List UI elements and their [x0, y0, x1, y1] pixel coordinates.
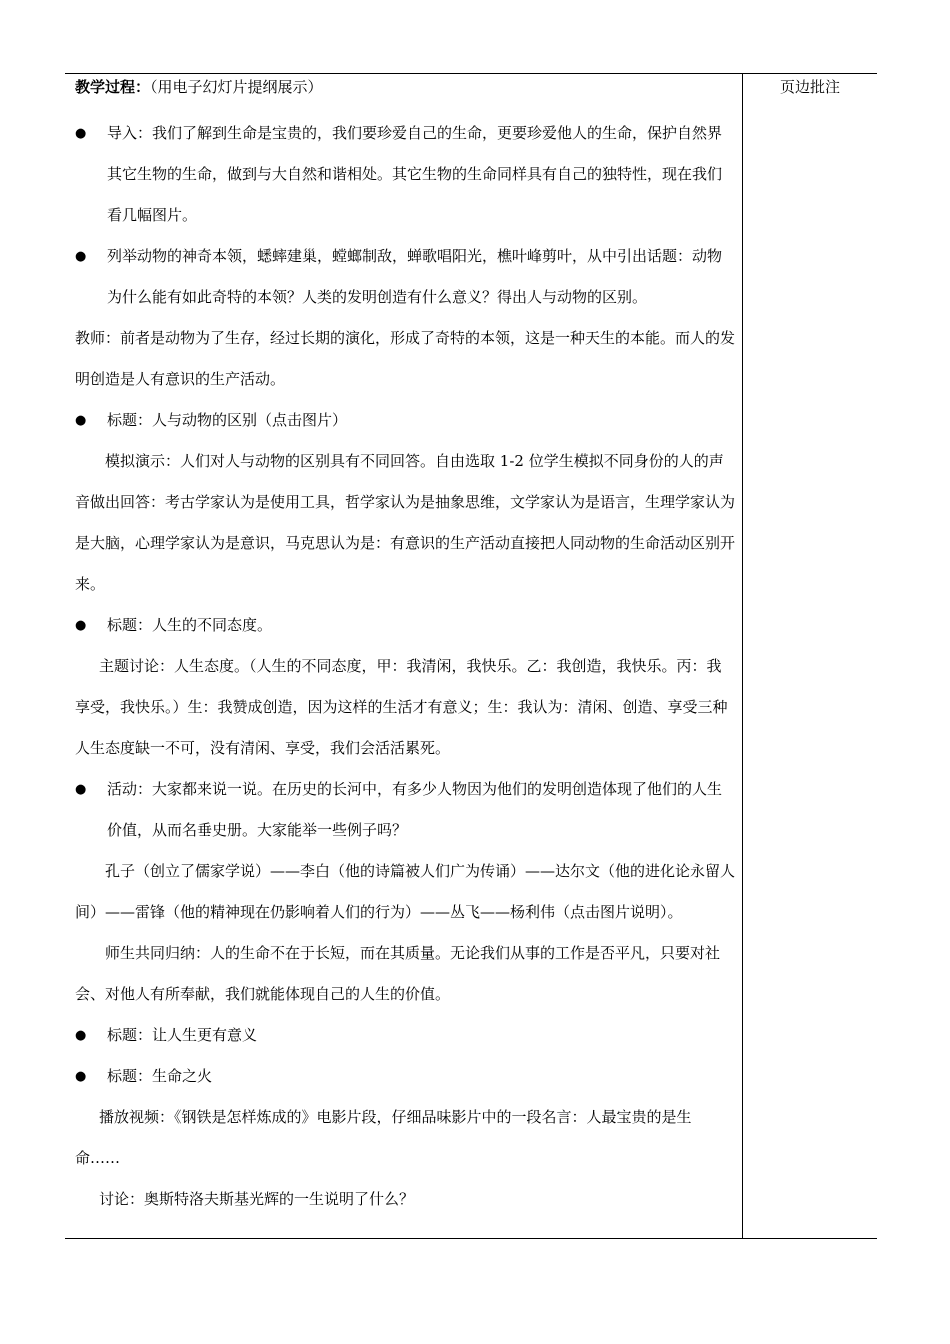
margin-notes-column — [743, 77, 877, 97]
paragraph-discussion: 主题讨论：人生态度。（人生的不同态度，甲：我清闲，我快乐。乙：我创造，我快乐。丙：我享受，我快乐。）生：我赞成创造，因为这样的生活才有意义；生：我认为：清闲、创造、享受三种人生态度缺一不可，没有清闲、享受，我们会活活累死。 — [75, 657, 728, 757]
margin-notes-header: 页边批注 — [779, 78, 840, 96]
bullet-icon: ● — [75, 249, 87, 264]
column-divider — [742, 73, 743, 1239]
paragraph-title-meaning: ● 标题：让人生更有意义 — [75, 1015, 735, 1056]
section-note: （用电子幻灯片提纲展示） — [150, 78, 323, 96]
bullet-icon: ● — [75, 413, 87, 428]
paragraph-intro: ● 导入：我们了解到生命是宝贵的，我们要珍爱自己的生命，更要珍爱他人的生命，保护自然界其它生物的生命，做到与大自然和谐相处。其它生物的生命同样具有自己的独特性，现在我们看几幅图片。 — [75, 113, 735, 236]
paragraph-animal-skills: ● 列举动物的神奇本领，蟋蟀建巢，螳螂制敌，蝉歌唱阳光，樵叶峰剪叶，从中引出话题：动物为什么能有如此奇特的本领？人类的发明创造有什么意义？得出人与动物的区别。 — [75, 236, 735, 318]
paragraph-simulation: 模拟演示：人们对人与动物的区别具有不同回答。自由选取 1-2 位学生模拟不同身份的人的声音做出回答：考古学家认为是使用工具，哲学家认为是抽象思维，文学家认为是语言，生理学家认为是大脑，心理学家认为是意识，马克思认为是：有意识的生产活动直接把人同动物的生命活动区别开来。 — [75, 452, 736, 593]
paragraph-summary: 师生共同归纳：人的生命不在于长短，而在其质量。无论我们从事的工作是否平凡，只要对社会、对他人有所奉献，我们就能体现自己的人生的价值。 — [75, 944, 721, 1003]
section-label: 教学过程： — [75, 78, 151, 96]
paragraph-activity: ● 活动：大家都来说一说。在历史的长河中，有多少人物因为他们的发明创造体现了他们的人生价值，从而名垂史册。大家能举一些例子吗？ — [75, 769, 735, 851]
paragraph-title-fire: ● 标题：生命之火 — [75, 1056, 735, 1097]
table-top-rule — [65, 73, 877, 74]
teaching-process-column — [75, 77, 735, 1220]
paragraph-examples: 孔子（创立了儒家学说）——李白（他的诗篇被人们广为传诵）——达尔文（他的进化论永留人间）——雷锋（他的精神现在仍影响着人们的行为）——丛飞——杨利伟（点击图片说明）。 — [75, 862, 736, 921]
paragraph-title-attitudes: ● 标题：人生的不同态度。 — [75, 605, 735, 646]
bullet-icon: ● — [75, 1069, 87, 1084]
table-bottom-rule — [65, 1238, 877, 1239]
bullet-icon: ● — [75, 126, 87, 141]
lesson-page — [65, 73, 877, 1239]
paragraph-video: 播放视频：《钢铁是怎样炼成的》电影片段，仔细品味影片中的一段名言：人最宝贵的是生命…… — [75, 1108, 692, 1167]
section-header — [75, 77, 735, 99]
bullet-icon: ● — [75, 782, 87, 797]
bullet-icon: ● — [75, 1028, 87, 1043]
paragraph-title-difference: ● 标题：人与动物的区别（点击图片） — [75, 400, 735, 441]
bullet-icon: ● — [75, 618, 87, 633]
paragraph-teacher: 教师：前者是动物为了生存，经过长期的演化，形成了奇特的本领，这是一种天生的本能。而人的发明创造是人有意识的生产活动。 — [75, 329, 736, 388]
paragraph-final-discussion: 讨论：奥斯特洛夫斯基光辉的一生说明了什么？ — [99, 1190, 415, 1208]
